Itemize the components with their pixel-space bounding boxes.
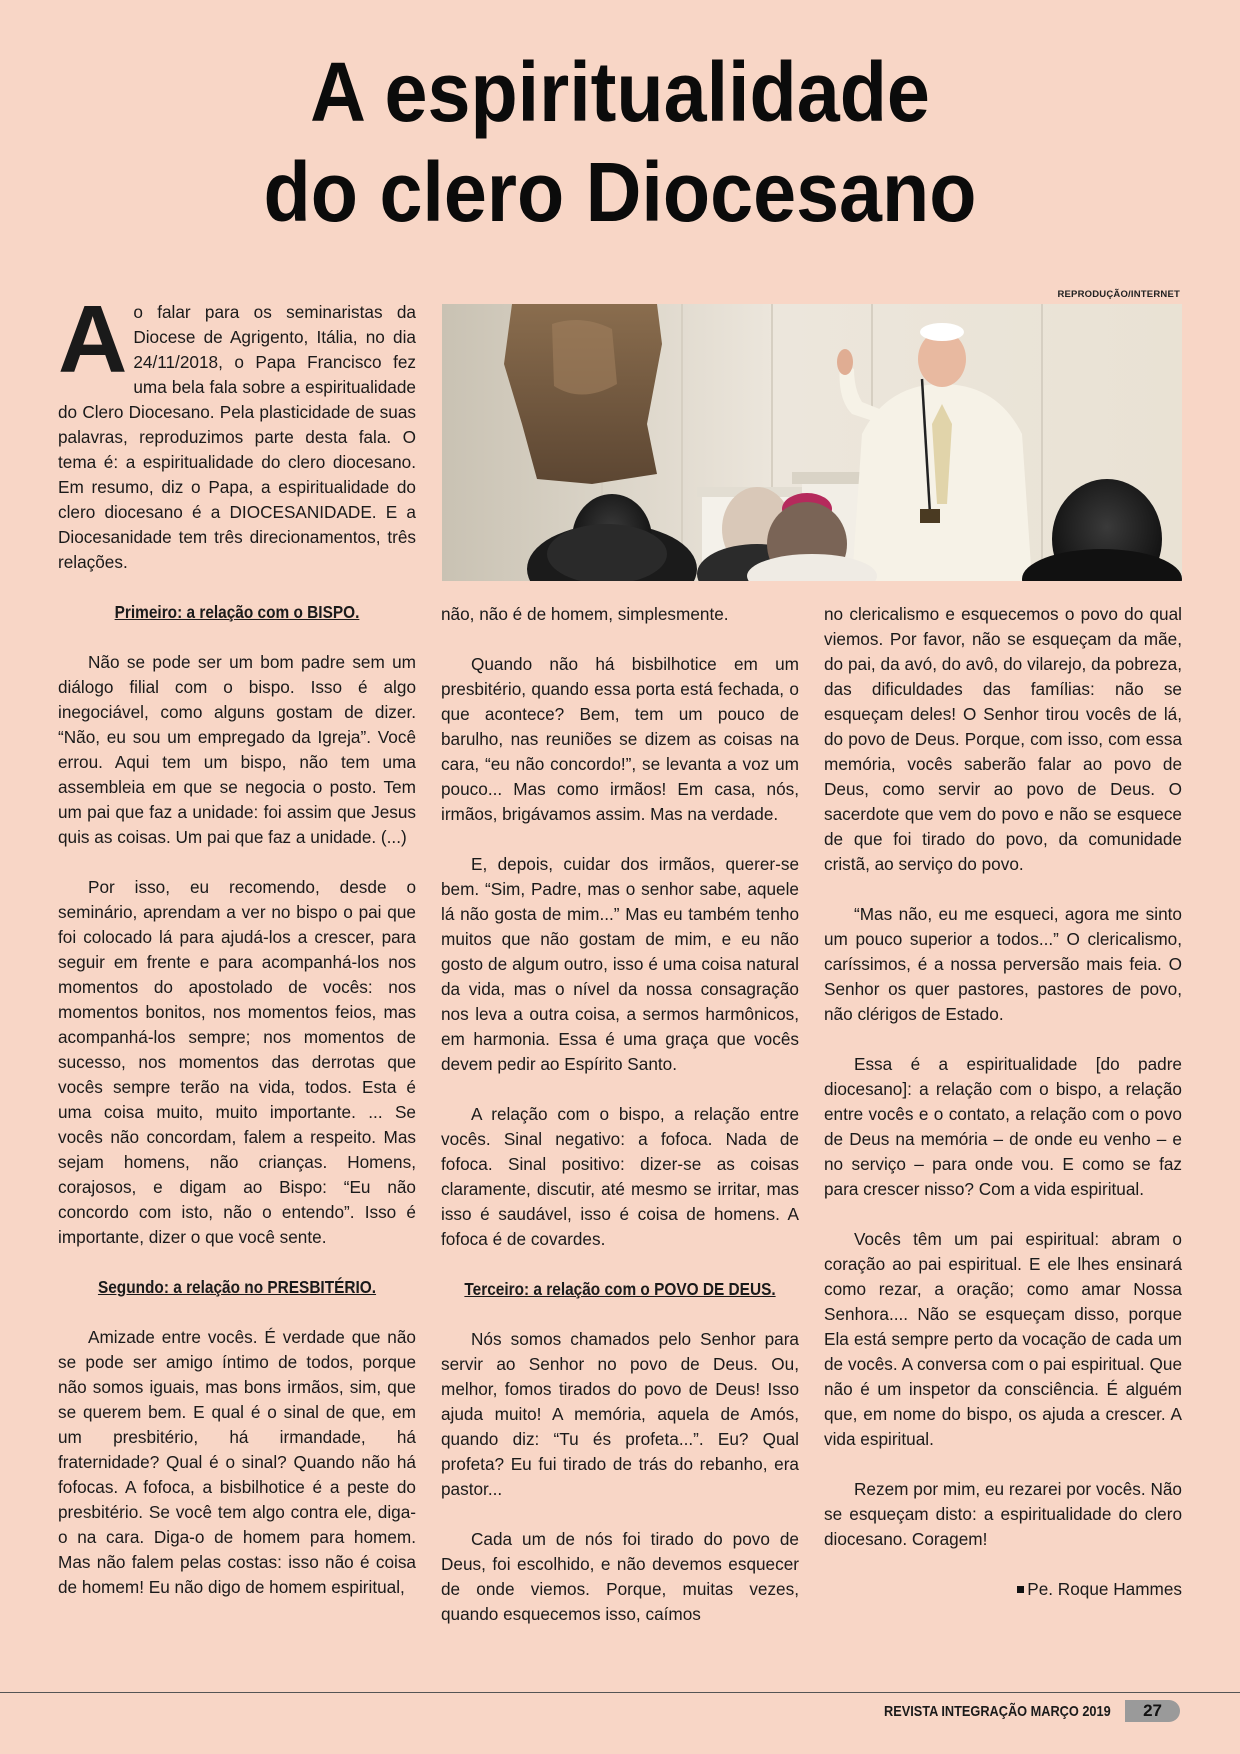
section-1-heading	[79, 600, 394, 625]
section-3-paragraph-3: “Mas não, eu me esqueci, agora me sinto um pouco superior a todos...” O clericalismo, caríssimos, é a nossa perversão mais feia. O Senhor os quer pastores, pastores de povo, não clérigos de Estado.	[824, 904, 1182, 1024]
section-3-paragraph-4: Essa é a espiritualidade [do padre diocesano]: a relação com o bispo, a relação entre vocês e o contato, a relação com o povo de Deus na memória – de onde eu venho – e no serviço – para onde vou. E como se faz para crescer nisso? Com a vida espiritual.	[824, 1054, 1182, 1199]
section-3-heading	[462, 1277, 777, 1302]
section-1-paragraph-1: Não se pode ser um bom padre sem um diálogo filial com o bispo. Isso é algo inegociável, como alguns gostam de dizer. “Não, eu sou um empregado da Igreja”. Você errou. Aqui tem um bispo, não tem uma assembleia em que se negocia o posto. Tem um pai que faz a unidade: foi assim que Jesus quis as coisas. Um pai que faz a unidade. (...)	[58, 652, 416, 847]
column-3	[824, 602, 1182, 1627]
section-2-paragraph-2: Quando não há bisbilhotice em um presbitério, quando essa porta está fechada, o que acontece? Bem, tem um pouco de barulho, nas reuniões se dizem as coisas na cara, “eu não concordo!”, se levanta a voz um pouco... Mas como irmãos! Em casa, nós, irmãos, brigávamos assim. Mas na verdade.	[441, 654, 799, 824]
section-1-heading-text: Primeiro: a relação com o BISPO.	[114, 602, 360, 622]
section-2-paragraph-4: A relação com o bispo, a relação entre vocês. Sinal negativo: a fofoca. Nada de fofoca. Sinal positivo: dizer-se as coisas claramente, discutir, até mesmo se irritar, mas isso é saudável, isso é coisa de homens. A fofoca é de covardes.	[441, 1104, 799, 1249]
section-2-paragraph-3: E, depois, cuidar dos irmãos, querer-se bem. “Sim, Padre, mas o senhor sabe, aquele lá não gosta de mim...” Mas eu também tenho muitos que não gostam de mim, e eu não gosto de algum outro, isso é uma coisa natural da vida, mas o nível da nossa consagração nos leva a outra coisa, a sermos harmônicos, em harmonia. Essa é uma graça que vocês devem pedir ao Espírito Santo.	[441, 854, 799, 1074]
author-signature	[824, 1577, 1182, 1602]
section-3-paragraph-2-continued: no clericalismo e esquecemos o povo do qual viemos. Por favor, não se esqueçam da mãe, do pai, da avó, do avô, do vilarejo, da pobreza, das dificuldades das famílias: não se esqueçam deles! O Senhor tirou vocês de lá, do povo de Deus. Porque, com isso, com essa memória, vocês saberão falar ao povo de Deus, como servir ao povo de Deus. O sacerdote que vem do povo e não se esquece de que foi tirado do povo, da comunidade cristã, ao serviço do povo.	[824, 604, 1182, 874]
page-number: 27	[1125, 1700, 1180, 1722]
column-2	[441, 602, 799, 1627]
article-photo	[442, 304, 1182, 581]
section-3-heading-text: Terceiro: a relação com o POVO DE DEUS.	[464, 1279, 776, 1299]
section-3-paragraph-1: Nós somos chamados pelo Senhor para servir ao Senhor no povo de Deus. Ou, melhor, fomos tirados do povo de Deus! Isso ajuda muito! A memória, aquela de Amós, quando diz: “Tu és profeta...”. Eu? Qual profeta? Eu fui tirado de trás do rebanho, era pastor...	[441, 1329, 799, 1499]
section-2-heading-text: Segundo: a relação no PRESBITÉRIO.	[97, 1277, 377, 1297]
section-1-paragraph-2: Por isso, eu recomendo, desde o seminário, aprendam a ver no bispo o pai que foi colocado lá para ajudá-los a crescer, para seguir em frente e para acompanhá-los nos momentos do apostolado de vocês: nos momentos bonitos, nos momentos feios, mas acompanhá-los sempre; nos momentos de sucesso, nos momentos das derrotas que vocês sempre terão na vida, todos. Esta é uma coisa muito, muito importante. ... Se vocês não concordam, falem a respeito. Mas sejam homens, não crianças. Homens, corajosos, e digam ao Bispo: “Eu não concordo com isto, não o entendo”. Isso é importante, dizer o que você sente.	[58, 877, 416, 1247]
section-3-paragraph-2: Cada um de nós foi tirado do povo de Deus, foi escolhido, e não devemos esquecer de onde viemos. Porque, muitas vezes, quando esquecemos isso, caímos	[441, 1529, 799, 1624]
intro-paragraph	[58, 286, 416, 575]
page-footer	[844, 1700, 1180, 1722]
section-2-heading	[79, 1275, 394, 1300]
pope-preaching-photo	[442, 304, 1182, 581]
magazine-name: REVISTA INTEGRAÇÃO MARÇO 2019	[884, 1702, 1112, 1720]
title-line-2: do clero Diocesano	[263, 145, 977, 239]
section-3-paragraph-6: Rezem por mim, eu rezarei por vocês. Não se esqueçam disto: a espiritualidade do clero diocesano. Coragem!	[824, 1479, 1182, 1549]
article-title	[50, 42, 1191, 242]
square-bullet-icon	[1017, 1586, 1024, 1593]
section-2-paragraph-1: Amizade entre vocês. É verdade que não se pode ser amigo íntimo de todos, porque não somos iguais, mas bons irmãos, sim, que se querem bem. E qual é o sinal de que, em um presbitério, há irmandade, há fraternidade? Qual é o sinal? Quando não há fofocas. A fofoca, a bisbilhotice é a peste do presbitério. Se você tem algo contra ele, diga-o na cara. Diga-o de homem para homem. Mas não falem pelas costas: isso não é coisa de homem! Eu não digo de homem espiritual,	[58, 1327, 416, 1597]
author-name: Pe. Roque Hammes	[1027, 1579, 1182, 1599]
column-1	[58, 286, 416, 1600]
section-2-paragraph-1-continued: não, não é de homem, simplesmente.	[441, 604, 729, 624]
title-line-1: A espiritualidade	[310, 45, 930, 139]
footer-rule	[0, 1692, 1240, 1693]
photo-credit: REPRODUÇÃO/INTERNET	[1057, 289, 1180, 300]
section-3-paragraph-5: Vocês têm um pai espiritual: abram o coração ao pai espiritual. E ele lhes ensinará como rezar, a oração; como amar Nossa Senhora.... Não se esqueçam disso, porque Ela está sempre perto da vocação de cada um de vocês. A conversa com o pai espiritual. Que não é um inspetor da consciência. É alguém que, em nome do bispo, os ajuda a crescer. A vida espiritual.	[824, 1229, 1182, 1449]
drop-cap: A	[58, 286, 128, 393]
intro-text: o falar para os seminaristas da Diocese de Agrigento, Itália, no dia 24/11/2018, o Papa Francisco fez uma bela fala sobre a espiritualidade do Clero Diocesano. Pela plasticidade de suas palavras, reproduzimos parte desta fala. O tema é: a espiritualidade do clero diocesano. Em resumo, diz o Papa, a espiritualidade do clero diocesano é a DIOCESANIDADE. E a Diocesanidade tem três direcionamentos, três relações.	[58, 302, 416, 572]
